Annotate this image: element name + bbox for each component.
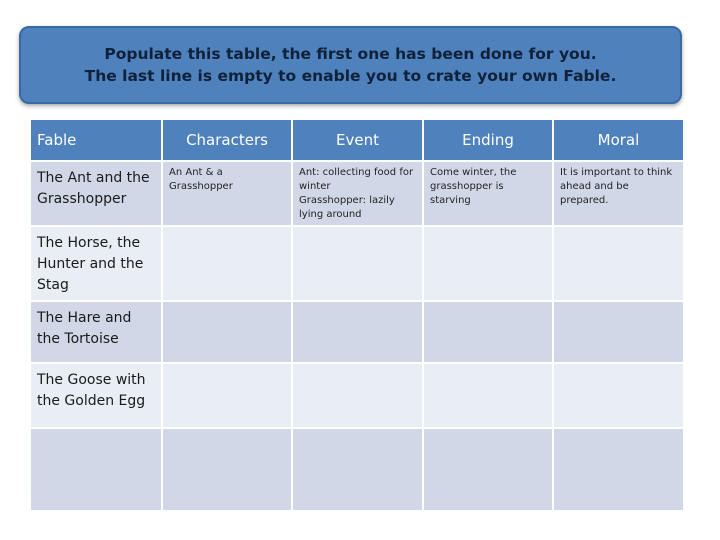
ending-cell[interactable]: [423, 301, 553, 363]
ending-cell[interactable]: [423, 226, 553, 301]
characters-cell[interactable]: [162, 363, 292, 428]
fable-cell: The Ant and the Grasshopper: [31, 161, 162, 226]
event-cell[interactable]: [292, 301, 423, 363]
header-ending: Ending: [423, 120, 553, 161]
characters-cell: An Ant & a Grasshopper: [162, 161, 292, 226]
characters-cell[interactable]: [162, 428, 292, 511]
table-row: [31, 161, 683, 226]
header-characters: Characters: [162, 120, 292, 161]
event-cell: [292, 161, 423, 226]
ending-cell: Come winter, the grasshopper is starving: [423, 161, 553, 226]
characters-cell[interactable]: [162, 226, 292, 301]
ending-cell[interactable]: [423, 428, 553, 511]
header-event: Event: [292, 120, 423, 161]
header-row: [31, 120, 683, 161]
event-cell[interactable]: [292, 428, 423, 511]
moral-cell[interactable]: [553, 226, 683, 301]
fable-cell: The Horse, the Hunter and the Stag: [31, 226, 162, 301]
table-row: [31, 226, 683, 301]
table-row: [31, 301, 683, 363]
characters-cell[interactable]: [162, 301, 292, 363]
moral-cell[interactable]: [553, 301, 683, 363]
moral-cell[interactable]: [553, 428, 683, 511]
header-fable: Fable: [31, 120, 162, 161]
table-row: [31, 363, 683, 428]
event-ant-text: Ant: collecting food for winter: [299, 167, 414, 192]
ending-cell[interactable]: [423, 363, 553, 428]
table-row-empty: [31, 428, 683, 511]
instructions-banner: [19, 26, 682, 104]
moral-cell[interactable]: [553, 363, 683, 428]
event-cell[interactable]: [292, 363, 423, 428]
fable-cell[interactable]: [31, 428, 162, 511]
instructions-line-2: The last line is empty to enable you to crate your own Fable.: [84, 67, 617, 85]
event-cell[interactable]: [292, 226, 423, 301]
instructions-line-1: Populate this table, the first one has been done for you.: [104, 45, 597, 63]
fables-table: [31, 120, 683, 512]
fable-cell: The Hare and the Tortoise: [31, 301, 162, 363]
event-grasshopper-text: Grasshopper: lazily lying around: [299, 195, 395, 220]
moral-cell: It is important to think ahead and be prepared.: [553, 161, 683, 226]
fable-cell: The Goose with the Golden Egg: [31, 363, 162, 428]
header-moral: Moral: [553, 120, 683, 161]
